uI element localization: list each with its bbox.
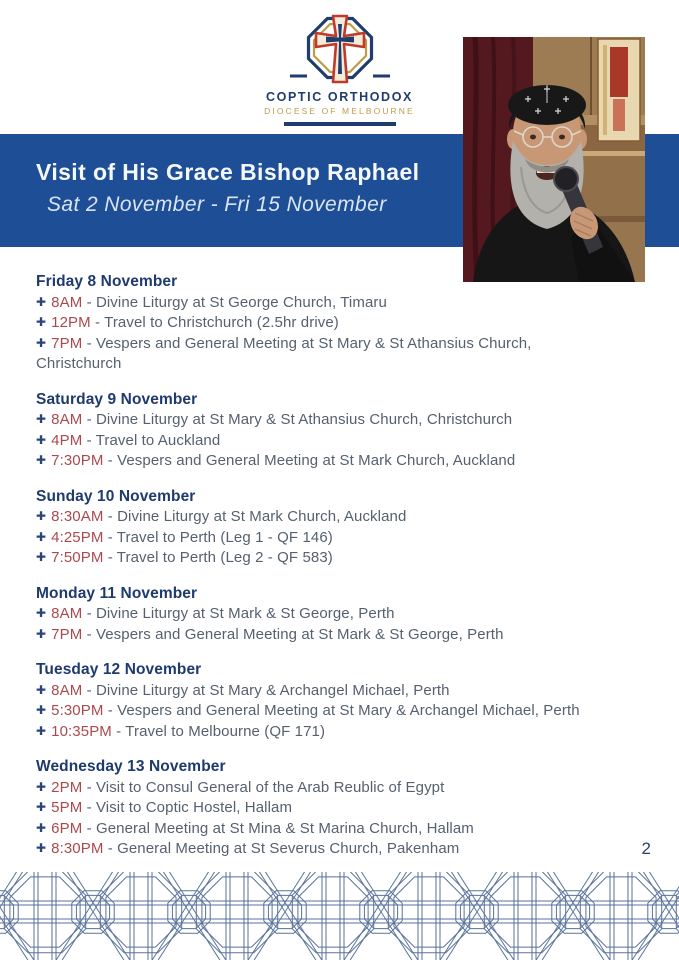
item-text: - Divine Liturgy at St George Church, Timaru [82, 293, 387, 311]
day-heading: Sunday 10 November [36, 487, 196, 505]
date-range: Sat 2 November - Fri 15 November [47, 193, 387, 216]
schedule-item [36, 625, 618, 646]
cross-bullet-icon: ✚ [36, 682, 47, 697]
item-time: 7PM [51, 334, 83, 352]
item-time: 12PM [51, 314, 91, 331]
item-time: 4:25PM [51, 528, 104, 546]
item-time: 5:30PM [51, 702, 104, 719]
item-time: 8:30AM [51, 508, 104, 525]
cross-bullet-icon: ✚ [36, 412, 47, 426]
schedule-item [36, 507, 618, 528]
day-heading: Friday 8 November [36, 273, 178, 290]
item-time: 2PM [51, 778, 83, 796]
item-text: - Travel to Perth (Leg 2 - QF 583) [103, 549, 333, 566]
item-text: - Vespers and General Meeting at St Mary & Archangel Michael, Perth [103, 702, 580, 719]
logo-subtitle: DIOCESE OF MELBOURNE [264, 106, 415, 116]
schedule-item [36, 681, 618, 702]
schedule-item [36, 528, 618, 549]
schedule-item [36, 548, 618, 569]
day-section [36, 584, 618, 646]
cross-bullet-icon: ✚ [36, 606, 47, 620]
day-section [36, 390, 618, 472]
item-time: 8AM [51, 681, 83, 699]
item-time: 5PM [51, 799, 83, 816]
cross-bullet-icon: ✚ [36, 509, 47, 523]
geometric-border-pattern [0, 872, 679, 960]
schedule-item [36, 410, 618, 431]
schedule-item [36, 604, 618, 625]
item-time: 7:30PM [51, 452, 104, 469]
cross-bullet-icon: ✚ [36, 453, 47, 467]
logo-title: COPTIC ORTHODOX [266, 90, 413, 104]
item-text: - Visit to Consul General of the Arab Reublic of Egypt [82, 778, 445, 796]
schedule-item [36, 722, 618, 743]
item-text: - Vespers and General Meeting at St Mary & St Athansius Church, Christchurch [36, 334, 532, 372]
item-time: 4PM [51, 431, 83, 449]
logo-underline-bar [284, 122, 396, 126]
cross-bullet-icon: ✚ [36, 820, 47, 835]
schedule-item [36, 798, 618, 819]
schedule-item [36, 839, 618, 860]
item-time: 8AM [51, 293, 83, 311]
day-heading: Tuesday 12 November [36, 661, 202, 678]
schedule-item [36, 293, 618, 314]
cross-bullet-icon: ✚ [36, 432, 47, 447]
schedule-item [36, 334, 618, 375]
schedule-item [36, 451, 618, 472]
item-text: - General Meeting at St Severus Church, Pakenham [103, 840, 460, 857]
coptic-cross-octagon-icon [288, 12, 392, 86]
schedule-item [36, 701, 618, 722]
item-time: 7PM [51, 625, 83, 643]
item-text: - Vespers and General Meeting at St Mark & St George, Perth [82, 625, 504, 643]
item-time: 6PM [51, 819, 83, 837]
cross-bullet-icon: ✚ [36, 626, 47, 641]
cross-bullet-icon: ✚ [36, 800, 47, 814]
item-text: - General Meeting at St Mina & St Marina Church, Hallam [82, 819, 474, 837]
cross-bullet-icon: ✚ [36, 294, 47, 309]
page-number: 2 [641, 839, 651, 858]
item-text: - Divine Liturgy at St Mark & St George, Perth [82, 605, 395, 622]
item-time: 8AM [51, 411, 83, 428]
day-section [36, 272, 618, 375]
schedule [36, 272, 618, 875]
day-heading: Saturday 9 November [36, 390, 198, 408]
item-text: - Vespers and General Meeting at St Mark Church, Auckland [103, 452, 516, 469]
day-heading: Monday 11 November [36, 584, 198, 602]
item-time: 10:35PM [51, 722, 112, 740]
item-text: - Travel to Auckland [82, 431, 221, 449]
page-title: Visit of His Grace Bishop Raphael [36, 159, 420, 185]
item-text: - Divine Liturgy at St Mary & Archangel Michael, Perth [82, 681, 450, 699]
diocese-logo [0, 12, 679, 126]
schedule-item [36, 819, 618, 840]
cross-bullet-icon: ✚ [36, 703, 47, 717]
cross-bullet-icon: ✚ [36, 550, 47, 564]
cross-bullet-icon: ✚ [36, 779, 47, 794]
day-heading: Wednesday 13 November [36, 758, 226, 775]
item-text: - Divine Liturgy at St Mark Church, Auckland [103, 508, 407, 525]
cross-bullet-icon: ✚ [36, 529, 47, 544]
item-time: 8AM [51, 605, 83, 622]
item-text: - Travel to Melbourne (QF 171) [111, 722, 326, 740]
schedule-item [36, 313, 618, 334]
item-text: - Divine Liturgy at St Mary & St Athansius Church, Christchurch [82, 411, 513, 428]
item-time: 8:30PM [51, 840, 104, 857]
cross-bullet-icon: ✚ [36, 315, 47, 329]
schedule-item [36, 431, 618, 452]
item-text: - Travel to Perth (Leg 1 - QF 146) [103, 528, 333, 546]
day-section [36, 660, 618, 742]
cross-bullet-icon: ✚ [36, 723, 47, 738]
day-section [36, 487, 618, 569]
item-text: - Travel to Christchurch (2.5hr drive) [90, 314, 339, 331]
item-text: - Visit to Coptic Hostel, Hallam [82, 799, 293, 816]
item-time: 7:50PM [51, 549, 104, 566]
cross-bullet-icon: ✚ [36, 841, 47, 855]
cross-bullet-icon: ✚ [36, 335, 47, 350]
schedule-item [36, 778, 618, 799]
day-section [36, 757, 618, 860]
